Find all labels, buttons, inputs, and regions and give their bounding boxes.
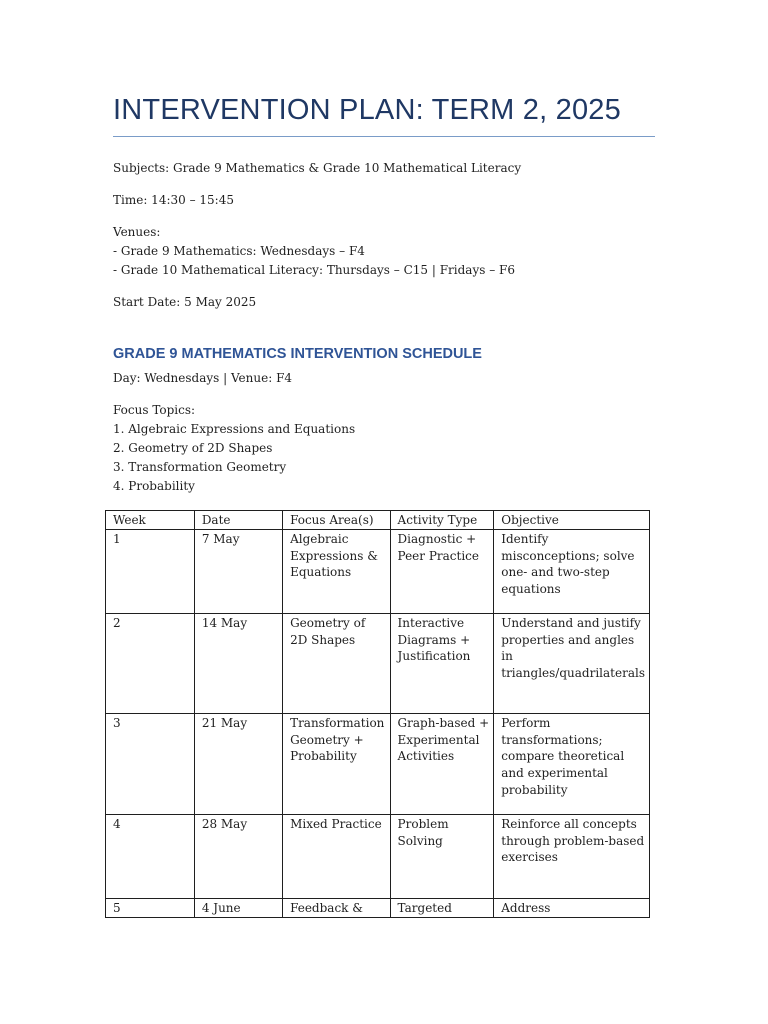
table-cell: Interactive Diagrams + Justification: [390, 613, 494, 713]
header-cell-focus-area: Focus Area(s): [283, 511, 390, 530]
focus-topics-heading: Focus Topics:: [113, 403, 196, 417]
table-cell: Mixed Practice: [283, 814, 390, 898]
table-cell: Feedback &: [283, 898, 390, 917]
table-cell: Algebraic Expressions & Equations: [283, 529, 390, 613]
venue-item: - Grade 10 Mathematical Literacy: Thursdays – C15 | Fridays – F6: [113, 263, 515, 277]
table-cell: Address: [494, 898, 650, 917]
table-cell: Diagnostic + Peer Practice: [390, 529, 494, 613]
table-cell: 2: [106, 613, 195, 713]
table-cell: 7 May: [194, 529, 282, 613]
table-cell: 28 May: [194, 814, 282, 898]
table-cell: Transformation Geometry + Probability: [283, 713, 390, 814]
header-cell-activity-type: Activity Type: [390, 511, 494, 530]
table-cell: Graph-based + Experimental Activities: [390, 713, 494, 814]
table-header-row: [106, 511, 650, 530]
table-cell: Understand and justify properties and angles in triangles/quadrilaterals: [494, 613, 650, 713]
section-heading-grade9: GRADE 9 MATHEMATICS INTERVENTION SCHEDULE: [113, 346, 482, 362]
table-cell: Reinforce all concepts through problem-based exercises: [494, 814, 650, 898]
venues-heading: Venues:: [113, 225, 161, 239]
schedule-table: [105, 510, 650, 918]
table-cell: 14 May: [194, 613, 282, 713]
time-line: Time: 14:30 – 15:45: [113, 193, 234, 207]
table-row: [106, 613, 650, 713]
venue-item: - Grade 9 Mathematics: Wednesdays – F4: [113, 244, 365, 258]
focus-topic-item: 2. Geometry of 2D Shapes: [113, 441, 273, 455]
table-cell: 21 May: [194, 713, 282, 814]
table-cell: 1: [106, 529, 195, 613]
start-date-line: Start Date: 5 May 2025: [113, 295, 257, 309]
focus-topic-item: 1. Algebraic Expressions and Equations: [113, 422, 356, 436]
header-cell-date: Date: [194, 511, 282, 530]
subjects-line: Subjects: Grade 9 Mathematics & Grade 10 Mathematical Literacy: [113, 161, 522, 175]
table-cell: Targeted: [390, 898, 494, 917]
document-title: INTERVENTION PLAN: TERM 2, 2025: [113, 94, 655, 137]
table-cell: Identify misconceptions; solve one- and two-step equations: [494, 529, 650, 613]
day-venue-line: Day: Wednesdays | Venue: F4: [113, 371, 293, 385]
table-cell: Geometry of 2D Shapes: [283, 613, 390, 713]
header-cell-objective: Objective: [494, 511, 650, 530]
focus-topic-item: 4. Probability: [113, 479, 195, 493]
table-row: [106, 529, 650, 613]
table-cell: Problem Solving: [390, 814, 494, 898]
table-row: [106, 713, 650, 814]
table-row: [106, 814, 650, 898]
table-row: [106, 898, 650, 917]
table-cell: 5: [106, 898, 195, 917]
table-cell: 4: [106, 814, 195, 898]
focus-topic-item: 3. Transformation Geometry: [113, 460, 287, 474]
table-cell: 4 June: [194, 898, 282, 917]
header-cell-week: Week: [106, 511, 195, 530]
table-cell: Perform transformations; compare theoretical and experimental probability: [494, 713, 650, 814]
table-cell: 3: [106, 713, 195, 814]
